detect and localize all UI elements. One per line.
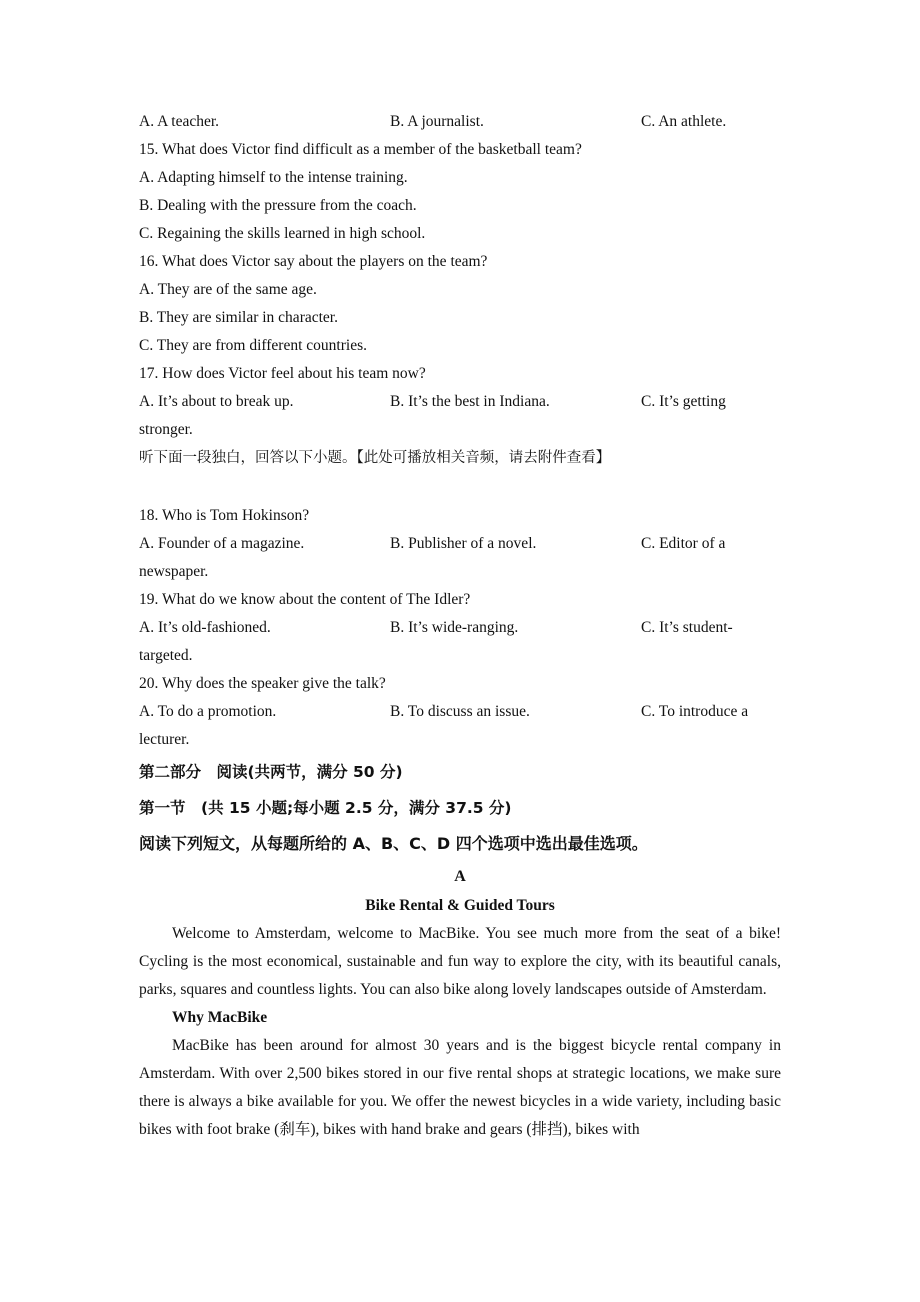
q17-option-c-continued: stronger.: [139, 421, 193, 438]
section1-heading: [139, 790, 781, 826]
q19-stem: 19. What do we know about the content of The Idler?: [139, 591, 471, 608]
passage-label: A: [454, 868, 466, 885]
q14-option-c: C. An athlete.: [641, 113, 727, 130]
q20-options: [139, 698, 781, 726]
blank-line: [139, 472, 781, 502]
q15-stem: 15. What does Victor find difficult as a member of the basketball team?: [139, 141, 582, 158]
q18-option-c: C. Editor of a: [641, 535, 726, 552]
q17-option-a: A. It’s about to break up.: [139, 393, 294, 410]
q14-options: [139, 108, 781, 136]
q20-stem: 20. Why does the speaker give the talk?: [139, 675, 386, 692]
monologue-intro: 听下面一段独白，回答以下小题。【此处可播放相关音频，请去附件查看】: [139, 450, 611, 466]
q19-options: [139, 614, 781, 642]
q14-option-b: B. A journalist.: [390, 113, 484, 130]
q15-option-b: B. Dealing with the pressure from the coach.: [139, 197, 417, 214]
q19-option-c: C. It’s student-: [641, 619, 733, 636]
q17-option-b: B. It’s the best in Indiana.: [390, 393, 550, 410]
q20-option-c: C. To introduce a: [641, 703, 749, 720]
q19-option-c-continued: targeted.: [139, 647, 193, 664]
q19-option-a: A. It’s old-fashioned.: [139, 619, 271, 636]
q16-stem: 16. What does Victor say about the players on the team?: [139, 253, 488, 270]
q18-option-a: A. Founder of a magazine.: [139, 535, 305, 552]
reading-instruction: 阅读下列短文，从每题所给的 A、B、C、D 四个选项中选出最佳选项。: [139, 834, 648, 853]
passage-paragraph-2: MacBike has been around for almost 30 years and is the biggest bicycle rental company in Amsterdam. With over 2,500 bikes stored in our five rental shops at strategic locations, we make sure there is always a bike available for you. We offer the newest bicycles in a wide variety, including basic bikes with foot brake (刹车), bikes with hand brake and gears (排挡), bikes with: [139, 1037, 781, 1138]
part2-heading: [139, 754, 781, 790]
q15-option-c: C. Regaining the skills learned in high school.: [139, 225, 426, 242]
passage-paragraph-1: Welcome to Amsterdam, welcome to MacBike. You see much more from the seat of a bike! Cycling is the most economical, sustainable and fun way to explore the city, with its beautiful canals, parks, squares and countless lights. You can also bike along lovely landscapes outside of Amsterdam.: [139, 925, 781, 998]
passage-title: Bike Rental & Guided Tours: [365, 897, 555, 914]
q17-option-c: C. It’s getting: [641, 393, 726, 410]
q17-stem: 17. How does Victor feel about his team now?: [139, 365, 426, 382]
q16-option-b: B. They are similar in character.: [139, 309, 338, 326]
q18-option-c-continued: newspaper.: [139, 563, 209, 580]
q20-option-b: B. To discuss an issue.: [390, 703, 530, 720]
q18-options: [139, 530, 781, 558]
q20-option-c-continued: lecturer.: [139, 731, 190, 748]
q15-option-a: A. Adapting himself to the intense training.: [139, 169, 408, 186]
part2-heading-text: 第二部分 阅读(共两节，满分 50 分): [139, 763, 403, 781]
document-page: [139, 108, 781, 1144]
q16-option-c: C. They are from different countries.: [139, 337, 367, 354]
q14-option-a: A. A teacher.: [139, 113, 220, 130]
passage-subheading: Why MacBike: [172, 1009, 268, 1026]
q18-stem: 18. Who is Tom Hokinson?: [139, 507, 310, 524]
q19-option-b: B. It’s wide-ranging.: [390, 619, 519, 636]
q20-option-a: A. To do a promotion.: [139, 703, 277, 720]
q18-option-b: B. Publisher of a novel.: [390, 535, 537, 552]
section1-heading-text: 第一节 (共 15 小题;每小题 2.5 分，满分 37.5 分): [139, 799, 512, 817]
q17-options: [139, 388, 781, 416]
q16-option-a: A. They are of the same age.: [139, 281, 317, 298]
